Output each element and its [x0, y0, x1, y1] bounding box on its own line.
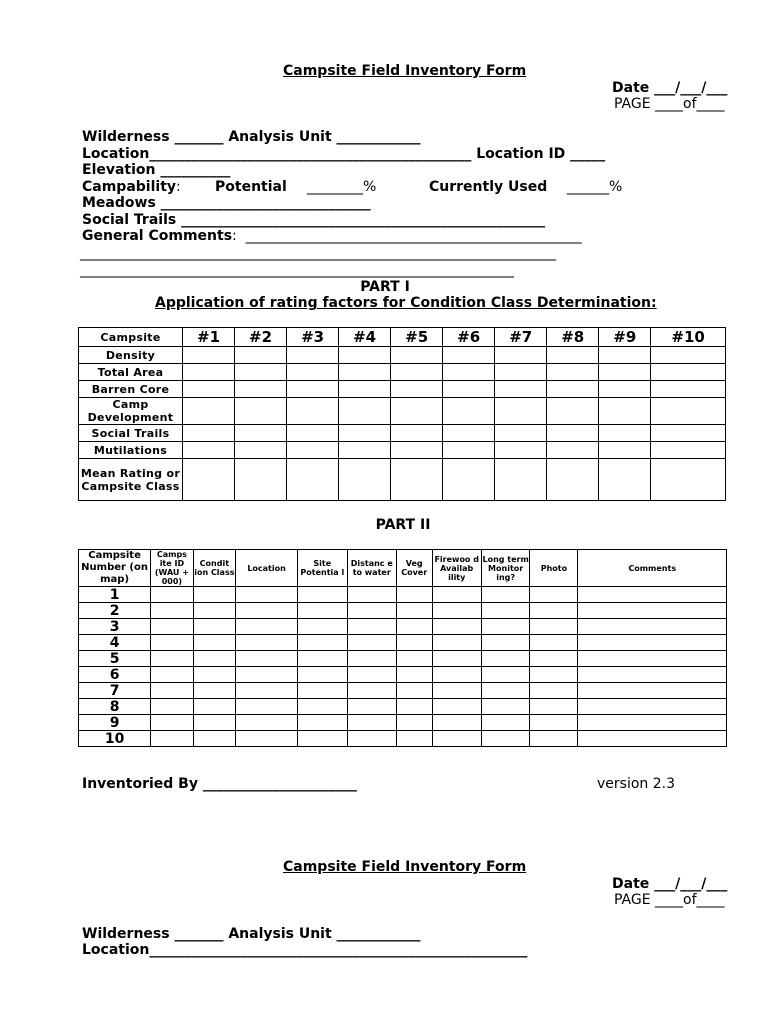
campsite-row	[79, 603, 727, 619]
rating-cell[interactable]	[287, 364, 339, 381]
currently-used-label: Currently Used	[429, 179, 548, 195]
campsite-cell[interactable]	[236, 731, 298, 747]
campsite-cell[interactable]	[193, 667, 235, 683]
rating-cell[interactable]	[391, 364, 443, 381]
campsite-cell[interactable]	[151, 603, 193, 619]
form-title: Campsite Field Inventory Form	[283, 63, 527, 79]
campsite-cell[interactable]	[396, 635, 432, 651]
campsite-column-header: #4	[339, 328, 391, 347]
rating-factor-label: Campsite	[79, 328, 183, 347]
rating-cell[interactable]	[599, 398, 651, 425]
rating-cell[interactable]	[339, 381, 391, 398]
rating-cell[interactable]	[443, 425, 495, 442]
campsite-cell[interactable]	[396, 651, 432, 667]
location-field[interactable]: Location______________________________________________ Location ID _____	[82, 146, 606, 162]
social-trails-field[interactable]: Social Trails ____________________________________________________	[82, 212, 546, 228]
rating-cell[interactable]	[651, 381, 726, 398]
rating-cell[interactable]	[443, 442, 495, 459]
rating-cell[interactable]	[183, 425, 235, 442]
wilderness-field[interactable]: Wilderness _______ Analysis Unit ____________	[82, 129, 421, 145]
campsite-cell[interactable]	[578, 667, 727, 683]
campsite-cell[interactable]	[432, 651, 481, 667]
campsite-cell[interactable]	[193, 715, 235, 731]
rating-cell[interactable]	[599, 442, 651, 459]
campsite-row	[79, 715, 727, 731]
campsite-table-header: Long term Monitor ing?	[481, 550, 529, 587]
campsite-cell[interactable]	[298, 699, 348, 715]
campsite-cell[interactable]	[530, 715, 578, 731]
rating-cell[interactable]	[547, 398, 599, 425]
campsite-row	[79, 587, 727, 603]
campsite-table-header: Campsite Number (on map)	[79, 550, 151, 587]
capability-label	[82, 179, 181, 195]
campsite-cell[interactable]	[432, 731, 481, 747]
rating-cell[interactable]	[443, 347, 495, 364]
rating-cell[interactable]	[391, 398, 443, 425]
general-comments-field[interactable]	[82, 228, 582, 244]
campsite-column-header: #2	[235, 328, 287, 347]
rating-cell[interactable]	[391, 347, 443, 364]
campsite-column-header: #5	[391, 328, 443, 347]
campsite-cell[interactable]	[530, 731, 578, 747]
rating-row	[79, 364, 726, 381]
campsite-cell[interactable]	[396, 683, 432, 699]
campsite-table-header: Location	[236, 550, 298, 587]
campsite-cell[interactable]	[347, 603, 396, 619]
campsite-cell[interactable]	[298, 731, 348, 747]
campsite-cell[interactable]	[193, 699, 235, 715]
rating-cell[interactable]	[443, 398, 495, 425]
campsite-cell[interactable]	[193, 619, 235, 635]
campsite-cell[interactable]	[432, 715, 481, 731]
campsite-number: 4	[79, 635, 151, 651]
rating-cell[interactable]	[443, 381, 495, 398]
potential-label: Potential	[215, 179, 287, 195]
rating-factor-label: Total Area	[79, 364, 183, 381]
campsite-cell[interactable]	[481, 619, 529, 635]
campsite-column-header: #3	[287, 328, 339, 347]
campsite-cell[interactable]	[298, 635, 348, 651]
campsite-cell[interactable]	[432, 635, 481, 651]
campsite-cell[interactable]	[298, 683, 348, 699]
campsite-cell[interactable]	[298, 603, 348, 619]
campsite-cell[interactable]	[193, 587, 235, 603]
comments-line-2[interactable]: ______________________________________________________________	[80, 262, 514, 278]
campsite-row	[79, 651, 727, 667]
rating-cell[interactable]	[235, 398, 287, 425]
general-comments-blank[interactable]: ________________________________________________	[236, 228, 582, 244]
campsite-column-header: #8	[547, 328, 599, 347]
campsite-cell[interactable]	[151, 683, 193, 699]
rating-cell[interactable]	[495, 425, 547, 442]
rating-cell[interactable]	[339, 442, 391, 459]
campsite-table-header: Condit ion Class	[193, 550, 235, 587]
rating-cell[interactable]	[235, 381, 287, 398]
campsite-cell[interactable]	[236, 603, 298, 619]
capability-text: Campability	[82, 179, 177, 195]
campsite-number: 5	[79, 651, 151, 667]
campsite-cell[interactable]	[578, 715, 727, 731]
part1-heading: PART I	[360, 279, 410, 295]
date-field-2[interactable]: Date ___/___/___	[612, 876, 728, 892]
rating-cell[interactable]	[287, 347, 339, 364]
location-field-2[interactable]: Location______________________________________________________	[82, 942, 528, 958]
campsite-cell[interactable]	[578, 603, 727, 619]
rating-factor-label: Barren Core	[79, 381, 183, 398]
rating-cell[interactable]	[391, 459, 443, 501]
campsite-cell[interactable]	[396, 699, 432, 715]
rating-cell[interactable]	[547, 347, 599, 364]
campsite-table-header: Site Potentia l	[298, 550, 348, 587]
rating-factor-label: Mean Rating or Campsite Class	[79, 459, 183, 501]
campsite-column-header: #9	[599, 328, 651, 347]
campsite-cell[interactable]	[530, 587, 578, 603]
rating-cell[interactable]	[443, 364, 495, 381]
rating-cell[interactable]	[287, 442, 339, 459]
rating-cell[interactable]	[547, 425, 599, 442]
campsite-cell[interactable]	[298, 651, 348, 667]
rating-cell[interactable]	[339, 398, 391, 425]
rating-cell[interactable]	[339, 364, 391, 381]
rating-cell[interactable]	[651, 459, 726, 501]
rating-cell[interactable]	[183, 442, 235, 459]
rating-cell[interactable]	[287, 459, 339, 501]
campsite-cell[interactable]	[530, 635, 578, 651]
campsite-cell[interactable]	[236, 651, 298, 667]
campsite-cell[interactable]	[151, 699, 193, 715]
rating-cell[interactable]	[339, 459, 391, 501]
campsite-cell[interactable]	[298, 715, 348, 731]
campsite-row	[79, 683, 727, 699]
campsite-cell[interactable]	[298, 619, 348, 635]
campsite-cell[interactable]	[347, 635, 396, 651]
campsite-cell[interactable]	[530, 667, 578, 683]
rating-cell[interactable]	[287, 398, 339, 425]
campsite-cell[interactable]	[578, 683, 727, 699]
rating-cell[interactable]	[339, 425, 391, 442]
campsite-cell[interactable]	[347, 683, 396, 699]
campsite-cell[interactable]	[151, 619, 193, 635]
campsite-cell[interactable]	[481, 635, 529, 651]
campsite-cell[interactable]	[432, 619, 481, 635]
meadows-field[interactable]: Meadows ______________________________	[82, 195, 371, 211]
rating-row	[79, 425, 726, 442]
campsite-cell[interactable]	[151, 667, 193, 683]
campsite-table-header: Camps ite ID (WAU + 000)	[151, 550, 193, 587]
campsite-cell[interactable]	[193, 651, 235, 667]
campsite-cell[interactable]	[236, 667, 298, 683]
rating-factors-table	[78, 327, 726, 501]
campsite-cell[interactable]	[578, 635, 727, 651]
rating-row	[79, 442, 726, 459]
inventoried-by-field[interactable]: Inventoried By ______________________	[82, 776, 357, 792]
rating-cell[interactable]	[547, 381, 599, 398]
rating-cell[interactable]	[599, 381, 651, 398]
campsite-cell[interactable]	[481, 683, 529, 699]
campsite-cell[interactable]	[530, 683, 578, 699]
campsite-column-header: #7	[495, 328, 547, 347]
campsite-cell[interactable]	[432, 603, 481, 619]
rating-factor-label: Camp Development	[79, 398, 183, 425]
campsite-number: 6	[79, 667, 151, 683]
campsite-cell[interactable]	[347, 715, 396, 731]
campsite-column-header: #1	[183, 328, 235, 347]
campsite-cell[interactable]	[432, 587, 481, 603]
rating-cell[interactable]	[599, 459, 651, 501]
campsite-cell[interactable]	[578, 619, 727, 635]
campsite-cell[interactable]	[298, 667, 348, 683]
campsite-cell[interactable]	[236, 619, 298, 635]
rating-cell[interactable]	[391, 381, 443, 398]
rating-cell[interactable]	[235, 442, 287, 459]
campsite-number: 10	[79, 731, 151, 747]
campsite-cell[interactable]	[432, 667, 481, 683]
rating-cell[interactable]	[183, 364, 235, 381]
campsite-table-header: Photo	[530, 550, 578, 587]
rating-cell[interactable]	[443, 459, 495, 501]
campsite-cell[interactable]	[151, 587, 193, 603]
campsite-cell[interactable]	[481, 651, 529, 667]
rating-cell[interactable]	[183, 398, 235, 425]
campsite-cell[interactable]	[347, 731, 396, 747]
campsite-cell[interactable]	[193, 635, 235, 651]
campsite-cell[interactable]	[151, 651, 193, 667]
campsite-cell[interactable]	[481, 731, 529, 747]
campsite-column-header: #6	[443, 328, 495, 347]
rating-cell[interactable]	[599, 364, 651, 381]
rating-cell[interactable]	[599, 347, 651, 364]
rating-cell[interactable]	[287, 381, 339, 398]
currently-used-field[interactable]: ______%	[567, 179, 623, 195]
page-field[interactable]: PAGE ____of____	[614, 96, 725, 112]
rating-cell[interactable]	[287, 425, 339, 442]
rating-factor-label: Mutilations	[79, 442, 183, 459]
campsite-number: 7	[79, 683, 151, 699]
rating-factor-label: Social Trails	[79, 425, 183, 442]
campsite-cell[interactable]	[193, 603, 235, 619]
campsite-cell[interactable]	[481, 587, 529, 603]
rating-cell[interactable]	[495, 381, 547, 398]
potential-field[interactable]: ________%	[307, 179, 377, 195]
campsite-cell[interactable]	[151, 731, 193, 747]
campsite-number: 9	[79, 715, 151, 731]
campsite-cell[interactable]	[530, 651, 578, 667]
general-comments-colon: :	[232, 228, 237, 244]
rating-cell[interactable]	[495, 347, 547, 364]
campsite-cell[interactable]	[236, 635, 298, 651]
rating-cell[interactable]	[495, 459, 547, 501]
campsite-row	[79, 731, 727, 747]
campsite-cell[interactable]	[236, 699, 298, 715]
campsite-cell[interactable]	[481, 667, 529, 683]
rating-cell[interactable]	[651, 425, 726, 442]
rating-factor-label: Density	[79, 347, 183, 364]
campsite-number: 1	[79, 587, 151, 603]
capability-colon: :	[176, 179, 181, 195]
rating-cell[interactable]	[495, 364, 547, 381]
campsite-cell[interactable]	[396, 667, 432, 683]
rating-cell[interactable]	[651, 398, 726, 425]
rating-cell[interactable]	[235, 459, 287, 501]
campsite-cell[interactable]	[347, 667, 396, 683]
campsite-cell[interactable]	[530, 619, 578, 635]
campsite-cell[interactable]	[432, 683, 481, 699]
rating-row	[79, 381, 726, 398]
rating-cell[interactable]	[599, 425, 651, 442]
campsite-table-header: Distanc e to water	[347, 550, 396, 587]
general-comments-label: General Comments	[82, 228, 233, 244]
campsite-cell[interactable]	[193, 731, 235, 747]
rating-cell[interactable]	[391, 442, 443, 459]
rating-cell[interactable]	[235, 425, 287, 442]
rating-cell[interactable]	[495, 442, 547, 459]
rating-cell[interactable]	[183, 459, 235, 501]
rating-cell[interactable]	[547, 364, 599, 381]
campsite-cell[interactable]	[151, 635, 193, 651]
rating-cell[interactable]	[547, 459, 599, 501]
form-title-2: Campsite Field Inventory Form	[283, 859, 527, 875]
rating-cell[interactable]	[235, 347, 287, 364]
campsite-cell[interactable]	[193, 683, 235, 699]
rating-cell[interactable]	[651, 347, 726, 364]
rating-row	[79, 398, 726, 425]
campsite-cell[interactable]	[298, 587, 348, 603]
campsite-cell[interactable]	[481, 699, 529, 715]
rating-cell[interactable]	[391, 425, 443, 442]
rating-row	[79, 459, 726, 501]
rating-row	[79, 328, 726, 347]
elevation-field[interactable]: Elevation __________	[82, 162, 231, 178]
rating-cell[interactable]	[235, 364, 287, 381]
page-field-2[interactable]: PAGE ____of____	[614, 892, 725, 908]
campsite-cell[interactable]	[578, 651, 727, 667]
campsite-cell[interactable]	[396, 619, 432, 635]
campsite-column-header: #10	[651, 328, 726, 347]
campsite-cell[interactable]	[396, 587, 432, 603]
campsite-cell[interactable]	[396, 731, 432, 747]
rating-cell[interactable]	[651, 364, 726, 381]
campsite-number: 8	[79, 699, 151, 715]
campsite-row	[79, 619, 727, 635]
campsite-cell[interactable]	[530, 603, 578, 619]
rating-cell[interactable]	[183, 381, 235, 398]
campsite-cell[interactable]	[432, 699, 481, 715]
campsite-row	[79, 635, 727, 651]
comments-line-1[interactable]: ____________________________________________________________________	[80, 245, 556, 261]
campsite-cell[interactable]	[578, 699, 727, 715]
campsite-cell[interactable]	[347, 699, 396, 715]
campsite-cell[interactable]	[151, 715, 193, 731]
campsite-cell[interactable]	[347, 619, 396, 635]
campsite-cell[interactable]	[236, 683, 298, 699]
campsite-cell[interactable]	[396, 603, 432, 619]
campsite-cell[interactable]	[236, 587, 298, 603]
campsite-table	[78, 549, 727, 747]
rating-row	[79, 347, 726, 364]
campsite-table-header: Firewoo d Availab ility	[432, 550, 481, 587]
campsite-cell[interactable]	[578, 731, 727, 747]
campsite-table-header: Veg Cover	[396, 550, 432, 587]
campsite-cell[interactable]	[578, 587, 727, 603]
campsite-row	[79, 699, 727, 715]
campsite-cell[interactable]	[396, 715, 432, 731]
wilderness-field-2[interactable]: Wilderness _______ Analysis Unit ____________	[82, 926, 421, 942]
part1-subheading: Application of rating factors for Condition Class Determination:	[155, 295, 657, 311]
date-field[interactable]: Date ___/___/___	[612, 80, 728, 96]
rating-cell[interactable]	[183, 347, 235, 364]
campsite-number: 3	[79, 619, 151, 635]
campsite-cell[interactable]	[481, 603, 529, 619]
rating-cell[interactable]	[547, 442, 599, 459]
campsite-cell[interactable]	[347, 587, 396, 603]
rating-cell[interactable]	[495, 398, 547, 425]
campsite-cell[interactable]	[347, 651, 396, 667]
campsite-cell[interactable]	[530, 699, 578, 715]
rating-cell[interactable]	[651, 442, 726, 459]
campsite-cell[interactable]	[481, 715, 529, 731]
campsite-cell[interactable]	[236, 715, 298, 731]
rating-cell[interactable]	[339, 347, 391, 364]
campsite-row	[79, 667, 727, 683]
version-label: version 2.3	[597, 776, 675, 792]
campsite-table-header: Comments	[578, 550, 727, 587]
part2-heading: PART II	[375, 517, 431, 533]
campsite-number: 2	[79, 603, 151, 619]
